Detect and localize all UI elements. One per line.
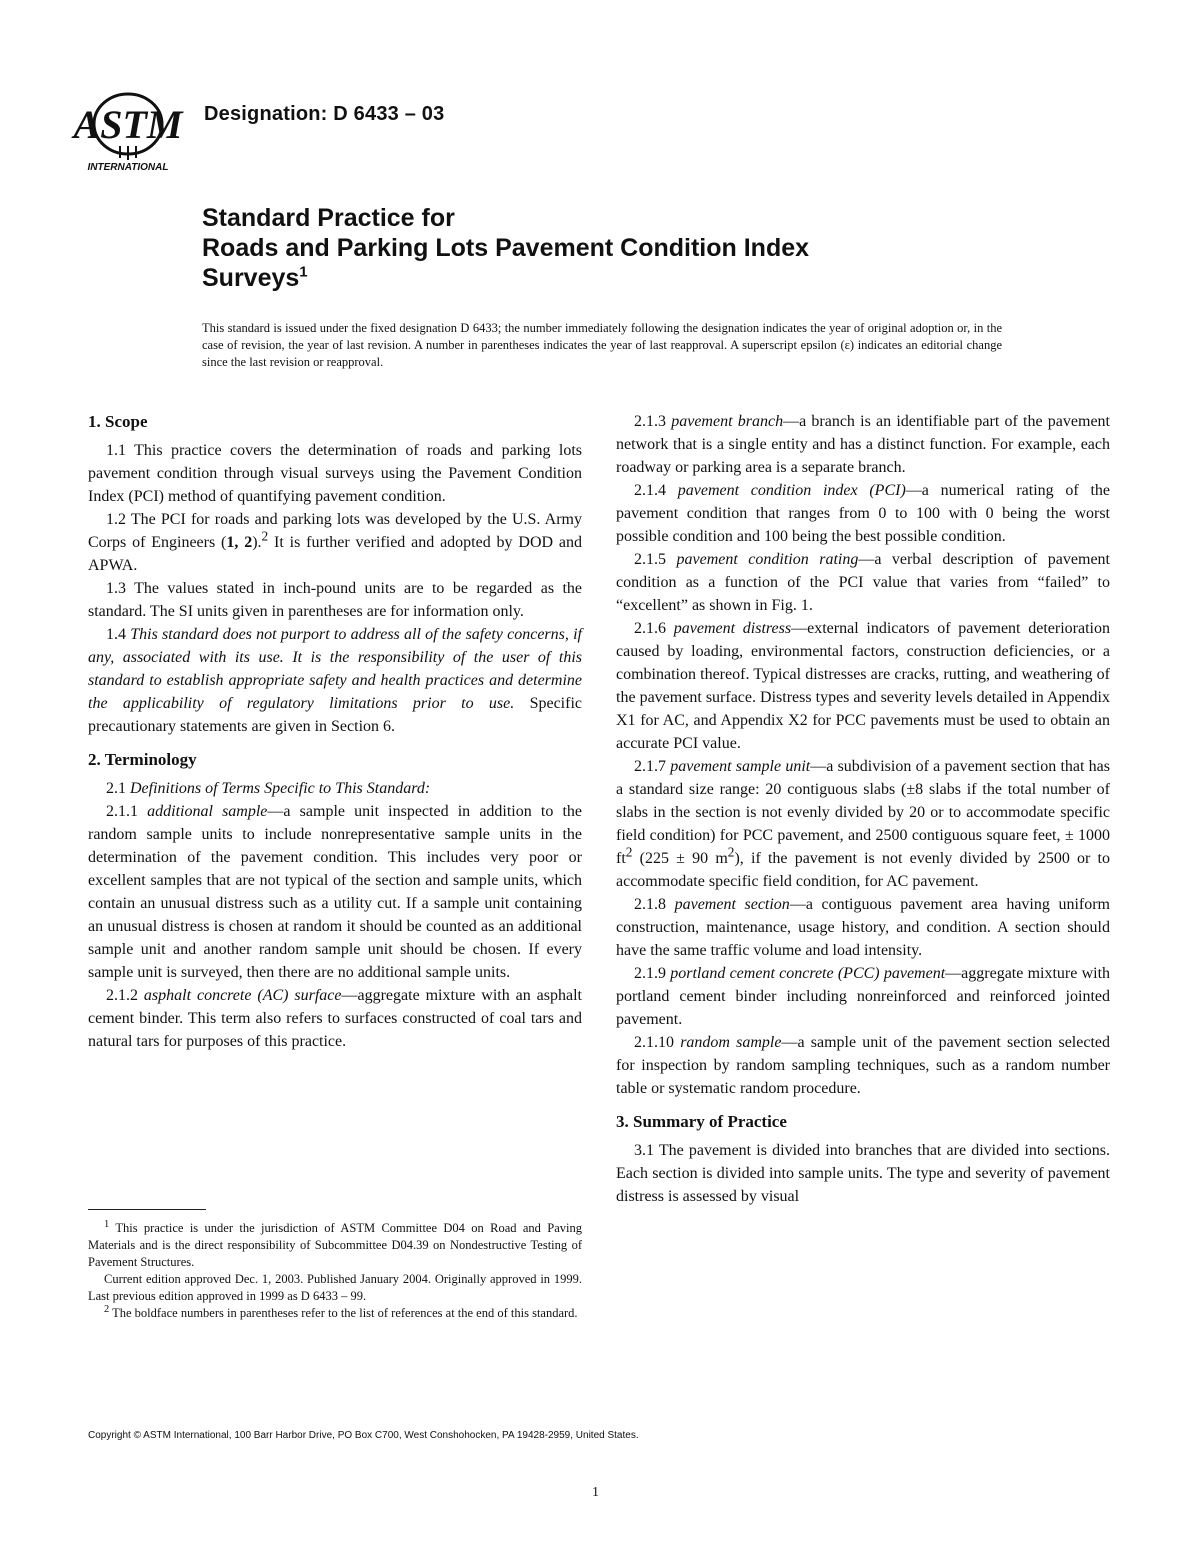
footnote-divider [88,1209,206,1210]
summary-heading: 3. Summary of Practice [616,1112,787,1131]
title-line-3-text: Surveys [202,264,300,292]
para-2-1-5 [616,548,1110,617]
para-2-1-8-term: pavement section [674,896,790,913]
para-2-1 [88,777,582,800]
para-2-1-7-def-d: (225 ± 90 m [632,850,728,867]
astm-logo-icon [70,88,188,174]
para-1-4-num: 1.4 [106,626,131,643]
para-2-1-num: 2.1 [106,780,130,797]
para-2-1-5-term: pavement condition rating [676,551,859,568]
para-2-1-italic: Definitions of Terms Specific to This Standard: [130,780,431,797]
para-1-4-italic: This standard does not purport to address all of the safety concerns, if any, associated with its use. It is the responsibility of the user of this standard to establish appropriate safety and health practices and determine the applicability of regulatory limitations prior to use. [88,626,583,712]
title-footnote-ref: 1 [299,263,308,281]
para-2-1-7-sup-2: 2 [727,844,735,860]
para-1-4 [88,623,582,738]
para-2-1-7-term: pavement sample unit [670,758,811,775]
para-2-1-5-num: 2.1.5 [634,551,677,568]
title-line-2: Roads and Parking Lots Pavement Condition Index [202,234,810,262]
para-2-1-6-term: pavement distress [673,620,792,637]
scope-heading: 1. Scope [88,412,148,431]
footnote-2-mark: 2 [104,1303,110,1315]
para-2-1-10 [616,1031,1110,1100]
right-column [616,410,1110,1208]
para-1-2-sup: 2 [261,528,269,544]
para-2-1-7-def-e: ), if the pavement is not evenly divided by 2500 or to accommodate specific field condition, for AC pavement. [616,850,1110,890]
astm-logo [70,88,188,174]
para-1-2-text-c: ). [252,534,262,551]
footnote-1 [88,1220,582,1271]
page-title [202,203,809,293]
copyright: Copyright © ASTM International, 100 Barr Harbor Drive, PO Box C700, West Conshohocken, PA 19428-2959, United States. [88,1430,639,1441]
para-2-1-8-def: —a contiguous pavement area having uniform construction, maintenance, usage history, and condition. A section should have the same traffic volume and load intensity. [616,896,1111,959]
para-2-1-7-num: 2.1.7 [634,758,671,775]
terminology-heading: 2. Terminology [88,750,197,769]
page-number: 1 [592,1485,599,1500]
title-line-1: Standard Practice for [202,204,455,232]
para-2-1-4-term: pavement condition index (PCI) [677,482,906,499]
para-1-2-text-a: 1.2 The PCI for roads and parking lots was developed by the U.S. Army Corps of Engineers ( [88,511,582,551]
para-2-1-4-num: 2.1.4 [634,482,678,499]
left-column [88,410,582,1053]
para-2-1-9-def: —aggregate mixture with portland cement binder including nonreinforced and reinforced jointed pavement. [616,965,1111,1028]
para-2-1-2-num: 2.1.2 [106,987,144,1004]
para-2-1-1-term: additional sample [147,803,268,820]
logo-text: INTERNATIONAL [87,162,169,173]
para-1-2-ref: 1, 2 [226,534,253,551]
para-2-1-7 [616,755,1110,893]
footnote-1-mark: 1 [104,1218,110,1230]
footnote-1-text: This practice is under the jurisdiction of ASTM Committee D04 on Road and Paving Materials and is the direct responsibility of Subcommittee D04.39 on Nondestructive Testing of Pavement Structures. [88,1221,582,1269]
para-2-1-1-def: —a sample unit inspected in addition to the random sample units to include nonrepresentative sample units in the determination of the pavement condition. This includes very poor or excellent samples that are not typical of the section and sample units, which contain an unusual distress such as a utility cut. If a sample unit containing an unusual distress is chosen at random it should be counted as an additional sample unit and another random sample unit should be chosen. If every sample unit is surveyed, then there are no additional sample units. [88,803,583,981]
para-2-1-5-def: —a verbal description of pavement condition as a function of the PCI value that varies from “failed” to “excellent” as shown in Fig. 1. [616,551,1111,614]
para-1-2-text-d: It is further verified and adopted by DOD and APWA. [88,534,583,574]
footnote-2-text: The boldface numbers in parentheses refer to the list of references at the end of this standard. [112,1306,578,1320]
para-2-1-3 [616,410,1110,479]
footnote-2 [88,1305,582,1322]
footnotes [88,1220,582,1322]
para-2-1-9 [616,962,1110,1031]
para-2-1-9-num: 2.1.9 [634,965,671,982]
para-2-1-1-num: 2.1.1 [106,803,148,820]
para-2-1-6-def: —external indicators of pavement deterioration caused by loading, environmental factors, construction deficiencies, or a combination thereof. Typical distresses are cracks, rutting, and weathering of the pavement surface. Distress types and severity levels detailed in Appendix X1 for AC, and Appendix X2 for PCC pavements must be used to obtain an accurate PCI value. [616,620,1110,752]
para-2-1-7-def: —a subdivision of a pavement section that has a standard size range: 20 contiguous slabs (±8 slabs if the total number of slabs in the section is not evenly divided by 20 or to accommodate specific field condition) for PCC pavement, and 2500 contiguous square feet, ± 1000 ft [616,758,1111,867]
para-2-1-2-def: —aggregate mixture with an asphalt cement binder. This term also refers to surfaces constructed of coal tars and natural tars for purposes of this practice. [88,987,582,1050]
para-1-4-text: Specific precautionary statements are given in Section 6. [88,695,582,735]
para-3-1: 3.1 The pavement is divided into branches that are divided into sections. Each section is divided into sample units. The type and severity of pavement distress is assessed by visual [616,1142,1110,1205]
para-2-1-2-term: asphalt concrete (AC) surface [143,987,342,1004]
para-2-1-8 [616,893,1110,962]
para-2-1-10-num: 2.1.10 [634,1034,681,1051]
para-2-1-8-num: 2.1.8 [634,896,675,913]
para-1-2 [88,508,582,577]
para-2-1-2 [88,984,582,1053]
para-2-1-9-term: portland cement concrete (PCC) pavement [670,965,946,982]
designation: Designation: D 6433 – 03 [204,103,445,125]
para-1-3: 1.3 The values stated in inch-pound units are to be regarded as the standard. The SI units given in parentheses are for information only. [88,580,582,620]
para-2-1-4-def: —a numerical rating of the pavement condition that ranges from 0 to 100 with 0 being the worst possible condition and 100 being the best possible condition. [616,482,1111,545]
footnote-1-edition: Current edition approved Dec. 1, 2003. Published January 2004. Originally approved in 1999. Last previous edition approved in 1999 as D 6433 – 99. [88,1272,582,1303]
para-2-1-6-num: 2.1.6 [634,620,674,637]
para-1-1: 1.1 This practice covers the determination of roads and parking lots pavement condition through visual surveys using the Pavement Condition Index (PCI) method of quantifying pavement condition. [88,442,582,505]
para-2-1-6 [616,617,1110,755]
para-2-1-10-def: —a sample unit of the pavement section selected for inspection by random sampling techniques, such as a random number table or systematic random procedure. [616,1034,1110,1097]
svg-text:ASTM: ASTM [73,102,183,147]
para-2-1-7-sup-1: 2 [625,844,633,860]
para-2-1-4 [616,479,1110,548]
para-2-1-10-term: random sample [680,1034,782,1051]
para-2-1-1 [88,800,582,984]
para-2-1-3-num: 2.1.3 [634,413,672,430]
para-2-1-3-def: —a branch is an identifiable part of the pavement network that is a single entity and has a distinct function. For example, each roadway or parking area is a separate branch. [616,413,1111,476]
issue-note: This standard is issued under the fixed designation D 6433; the number immediately following the designation indicates the year of original adoption or, in the case of revision, the year of last revision. A number in parentheses indicates the year of last reapproval. A superscript epsilon (ε) indicates an editorial change since the last revision or reapproval. [202,321,1002,369]
title-line-3 [202,263,809,293]
para-2-1-3-term: pavement branch [671,413,784,430]
